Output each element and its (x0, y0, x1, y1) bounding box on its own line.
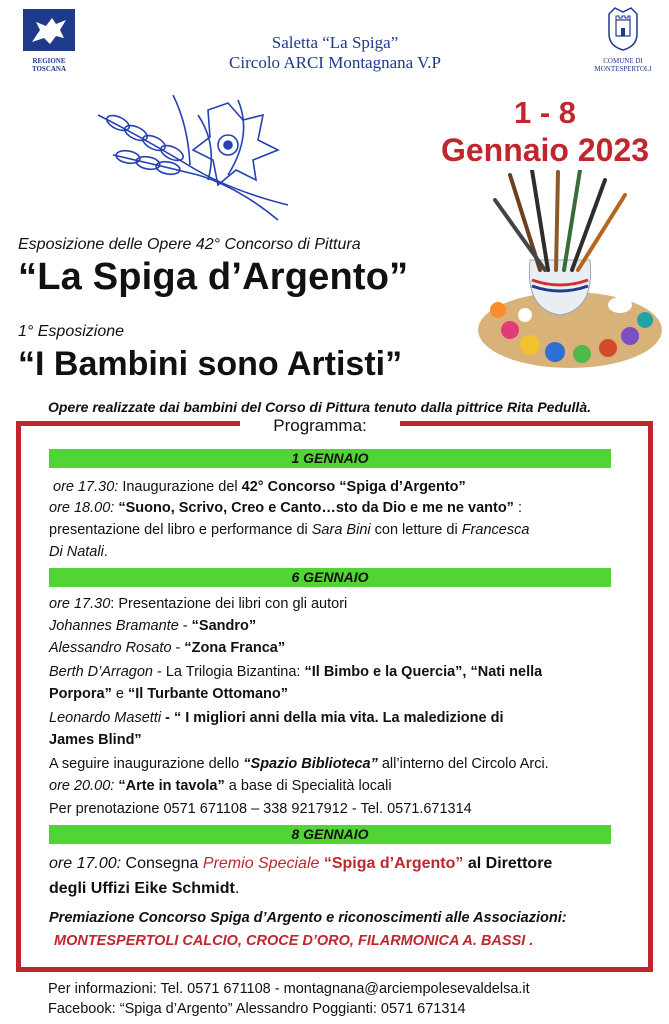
venue-line-2: Circolo ARCI Montagnana V.P (229, 53, 441, 72)
works-note: Opere realizzate dai bambini del Corso di Pittura tenuto dalla pittrice Rita Pedullà. (48, 399, 591, 415)
paint-palette-brushes-illustration (470, 170, 665, 385)
day6-line-1: ore 17.30: Presentazione dei libri con gli autori (49, 596, 348, 612)
venue-line-1: Saletta “La Spiga” (271, 33, 399, 52)
day6-line-3: Alessandro Rosato - “Zona Franca” (49, 640, 286, 656)
crest-icon (605, 6, 641, 52)
comune-label: COMUNE DI MONTESPERTOLI (594, 57, 652, 73)
day6-line-4: Berth D’Arragon - La Trilogia Bizantina: “Il Bimbo e la Quercia”, “Nati nella (49, 664, 543, 680)
day-bar-8-gennaio: 8 GENNAIO (49, 825, 611, 844)
exhibition-title: “La Spiga d’Argento” (18, 256, 409, 298)
exhibition-subtitle: Esposizione delle Opere 42° Concorso di Pittura (18, 236, 361, 253)
region-label: REGIONE TOSCANA (31, 57, 67, 73)
day-bar-6-gennaio: 6 GENNAIO (49, 568, 611, 587)
venue-heading (200, 33, 470, 73)
date-range: 1 - 8 (513, 95, 577, 130)
day6-line-8: A seguire inaugurazione dello “Spazio Biblioteca” all’interno del Circolo Arci. (49, 756, 549, 772)
pegasus-icon (22, 8, 76, 52)
day1-line-1: ore 17.30: Inaugurazione del 42° Concorso “Spiga d’Argento” (53, 479, 466, 495)
first-exhibition-subtitle: 1° Esposizione (18, 323, 125, 340)
day6-line-2: Johannes Bramante - “Sandro” (49, 618, 257, 634)
day8-line-1: ore 17.00: Consegna Premio Speciale “Spiga d’Argento” al Direttore (49, 855, 553, 872)
day8-line-3: Premiazione Concorso Spiga d’Argento e riconoscimenti alle Associazioni: (49, 910, 567, 926)
footer-facebook-line: Facebook: “Spiga d’Argento” Alessandro Poggianti: 0571 671314 (48, 1001, 466, 1017)
day1-line-4: Di Natali. (49, 544, 108, 560)
day6-line-10: Per prenotazione 0571 671108 – 338 9217912 - Tel. 0571.671314 (49, 801, 472, 817)
day6-line-7: James Blind” (49, 732, 142, 748)
day6-line-5: Porpora” e “Il Turbante Ottomano” (49, 686, 288, 702)
day8-line-2: degli Uffizi Eike Schmidt. (49, 880, 240, 897)
footer-info-line: Per informazioni: Tel. 0571 671108 - montagnana@arciempolesevaldelsa.it (48, 981, 530, 997)
day-bar-1-gennaio: 1 GENNAIO (49, 449, 611, 468)
day1-line-3: presentazione del libro e performance di Sara Bini con letture di Francesca (49, 522, 530, 538)
wheat-spiga-illustration (78, 95, 303, 230)
first-exhibition-title: “I Bambini sono Artisti” (18, 345, 403, 383)
region-toscana-logo (22, 8, 76, 73)
program-heading: Programma: (240, 416, 400, 436)
event-dates (430, 95, 660, 169)
day6-line-6: Leonardo Masetti - “ I migliori anni della mia vita. La maledizione di (49, 710, 504, 726)
day8-line-4: MONTESPERTOLI CALCIO, CROCE D’ORO, FILARMONICA A. BASSI . (54, 933, 534, 949)
comune-crest (588, 6, 658, 73)
date-month-year: Gennaio 2023 (440, 132, 650, 168)
day6-line-9: ore 20.00: “Arte in tavola” a base di Specialità locali (49, 778, 392, 794)
day1-line-2: ore 18.00: “Suono, Scrivo, Creo e Canto…sto da Dio e me ne vanto” : (49, 500, 522, 516)
